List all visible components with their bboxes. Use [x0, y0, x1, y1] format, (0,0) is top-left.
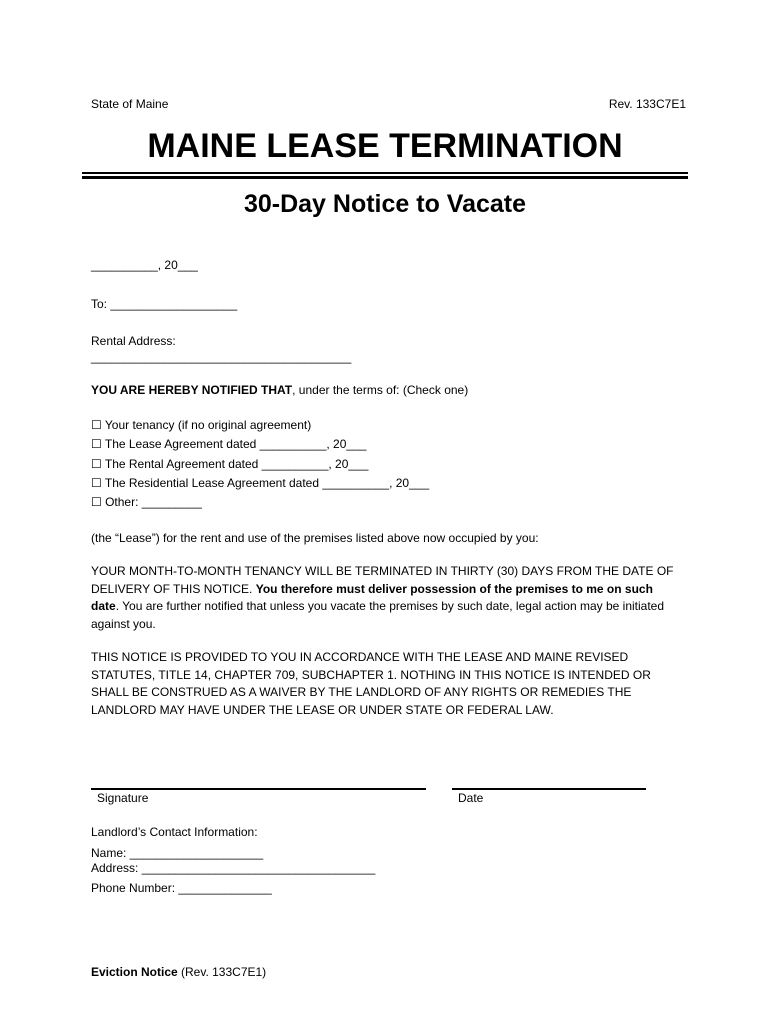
date-label: Date [458, 791, 484, 805]
lease-definition: (the “Lease”) for the rent and use of the premises listed above now occupied by you: [91, 531, 539, 545]
option-residential-lease[interactable]: ☐ The Residential Lease Agreement dated __________, 20___ [91, 476, 430, 490]
contact-phone: Phone Number: ______________ [91, 881, 272, 895]
date-line: __________, 20___ [91, 258, 198, 272]
notified-rest: , under the terms of: (Check one) [292, 383, 469, 397]
footer-bold: Eviction Notice [91, 965, 178, 979]
termination-bold: You therefore must deliver possession of the premises to me on such date [91, 581, 653, 613]
footer [91, 964, 266, 980]
contact-address: Address: ___________________________________ [91, 861, 376, 875]
termination-text-1: YOUR MONTH-TO-MONTH TENANCY WILL BE TERMINATED IN THIRTY (30) DAYS FROM THE DATE OF DELIVERY OF THIS NOTICE. [91, 564, 674, 596]
document-title: MAINE LEASE TERMINATION [147, 127, 623, 165]
footer-rev: (Rev. 133C7E1) [177, 965, 267, 979]
rental-address-line: _______________________________________ [91, 350, 352, 364]
option-other[interactable]: ☐ Other: _________ [91, 495, 202, 509]
title-rule-top [82, 172, 688, 174]
signature-label: Signature [97, 791, 149, 805]
notified-line [91, 382, 468, 398]
rental-address-label: Rental Address: [91, 334, 176, 348]
contact-name: Name: ____________________ [91, 846, 264, 860]
termination-text-2: . You are further notified that unless you vacate the premises by such date, legal action may be initiated against you. [91, 599, 665, 631]
statute-paragraph: THIS NOTICE IS PROVIDED TO YOU IN ACCORDANCE WITH THE LEASE AND MAINE REVISED STATUTES, TITLE 14, CHAPTER 709, SUBCHAPTER 1. NOTHING IN THIS NOTICE IS INTENDED OR SHALL BE CONSTRUED AS A WAIVER BY THE LANDLORD OF ANY RIGHTS OR REMEDIES THE LANDLORD MAY HAVE UNDER THE LEASE OR UNDER STATE OR FEDERAL LAW. [91, 650, 651, 717]
termination-paragraph [91, 563, 681, 633]
revision-label: Rev. 133C7E1 [608, 97, 686, 111]
option-lease-agreement[interactable]: ☐ The Lease Agreement dated __________, 20___ [91, 437, 367, 451]
option-rental-agreement[interactable]: ☐ The Rental Agreement dated __________, 20___ [91, 457, 369, 471]
option-tenancy[interactable]: ☐ Your tenancy (if no original agreement) [91, 418, 312, 432]
recipient-line: To: ___________________ [91, 297, 238, 311]
contact-heading: Landlord’s Contact Information: [91, 825, 258, 839]
title-rule-bottom [82, 176, 688, 179]
state-label: State of Maine [91, 97, 169, 111]
notified-bold: YOU ARE HEREBY NOTIFIED THAT [91, 383, 293, 397]
document-subtitle: 30-Day Notice to Vacate [243, 190, 527, 218]
